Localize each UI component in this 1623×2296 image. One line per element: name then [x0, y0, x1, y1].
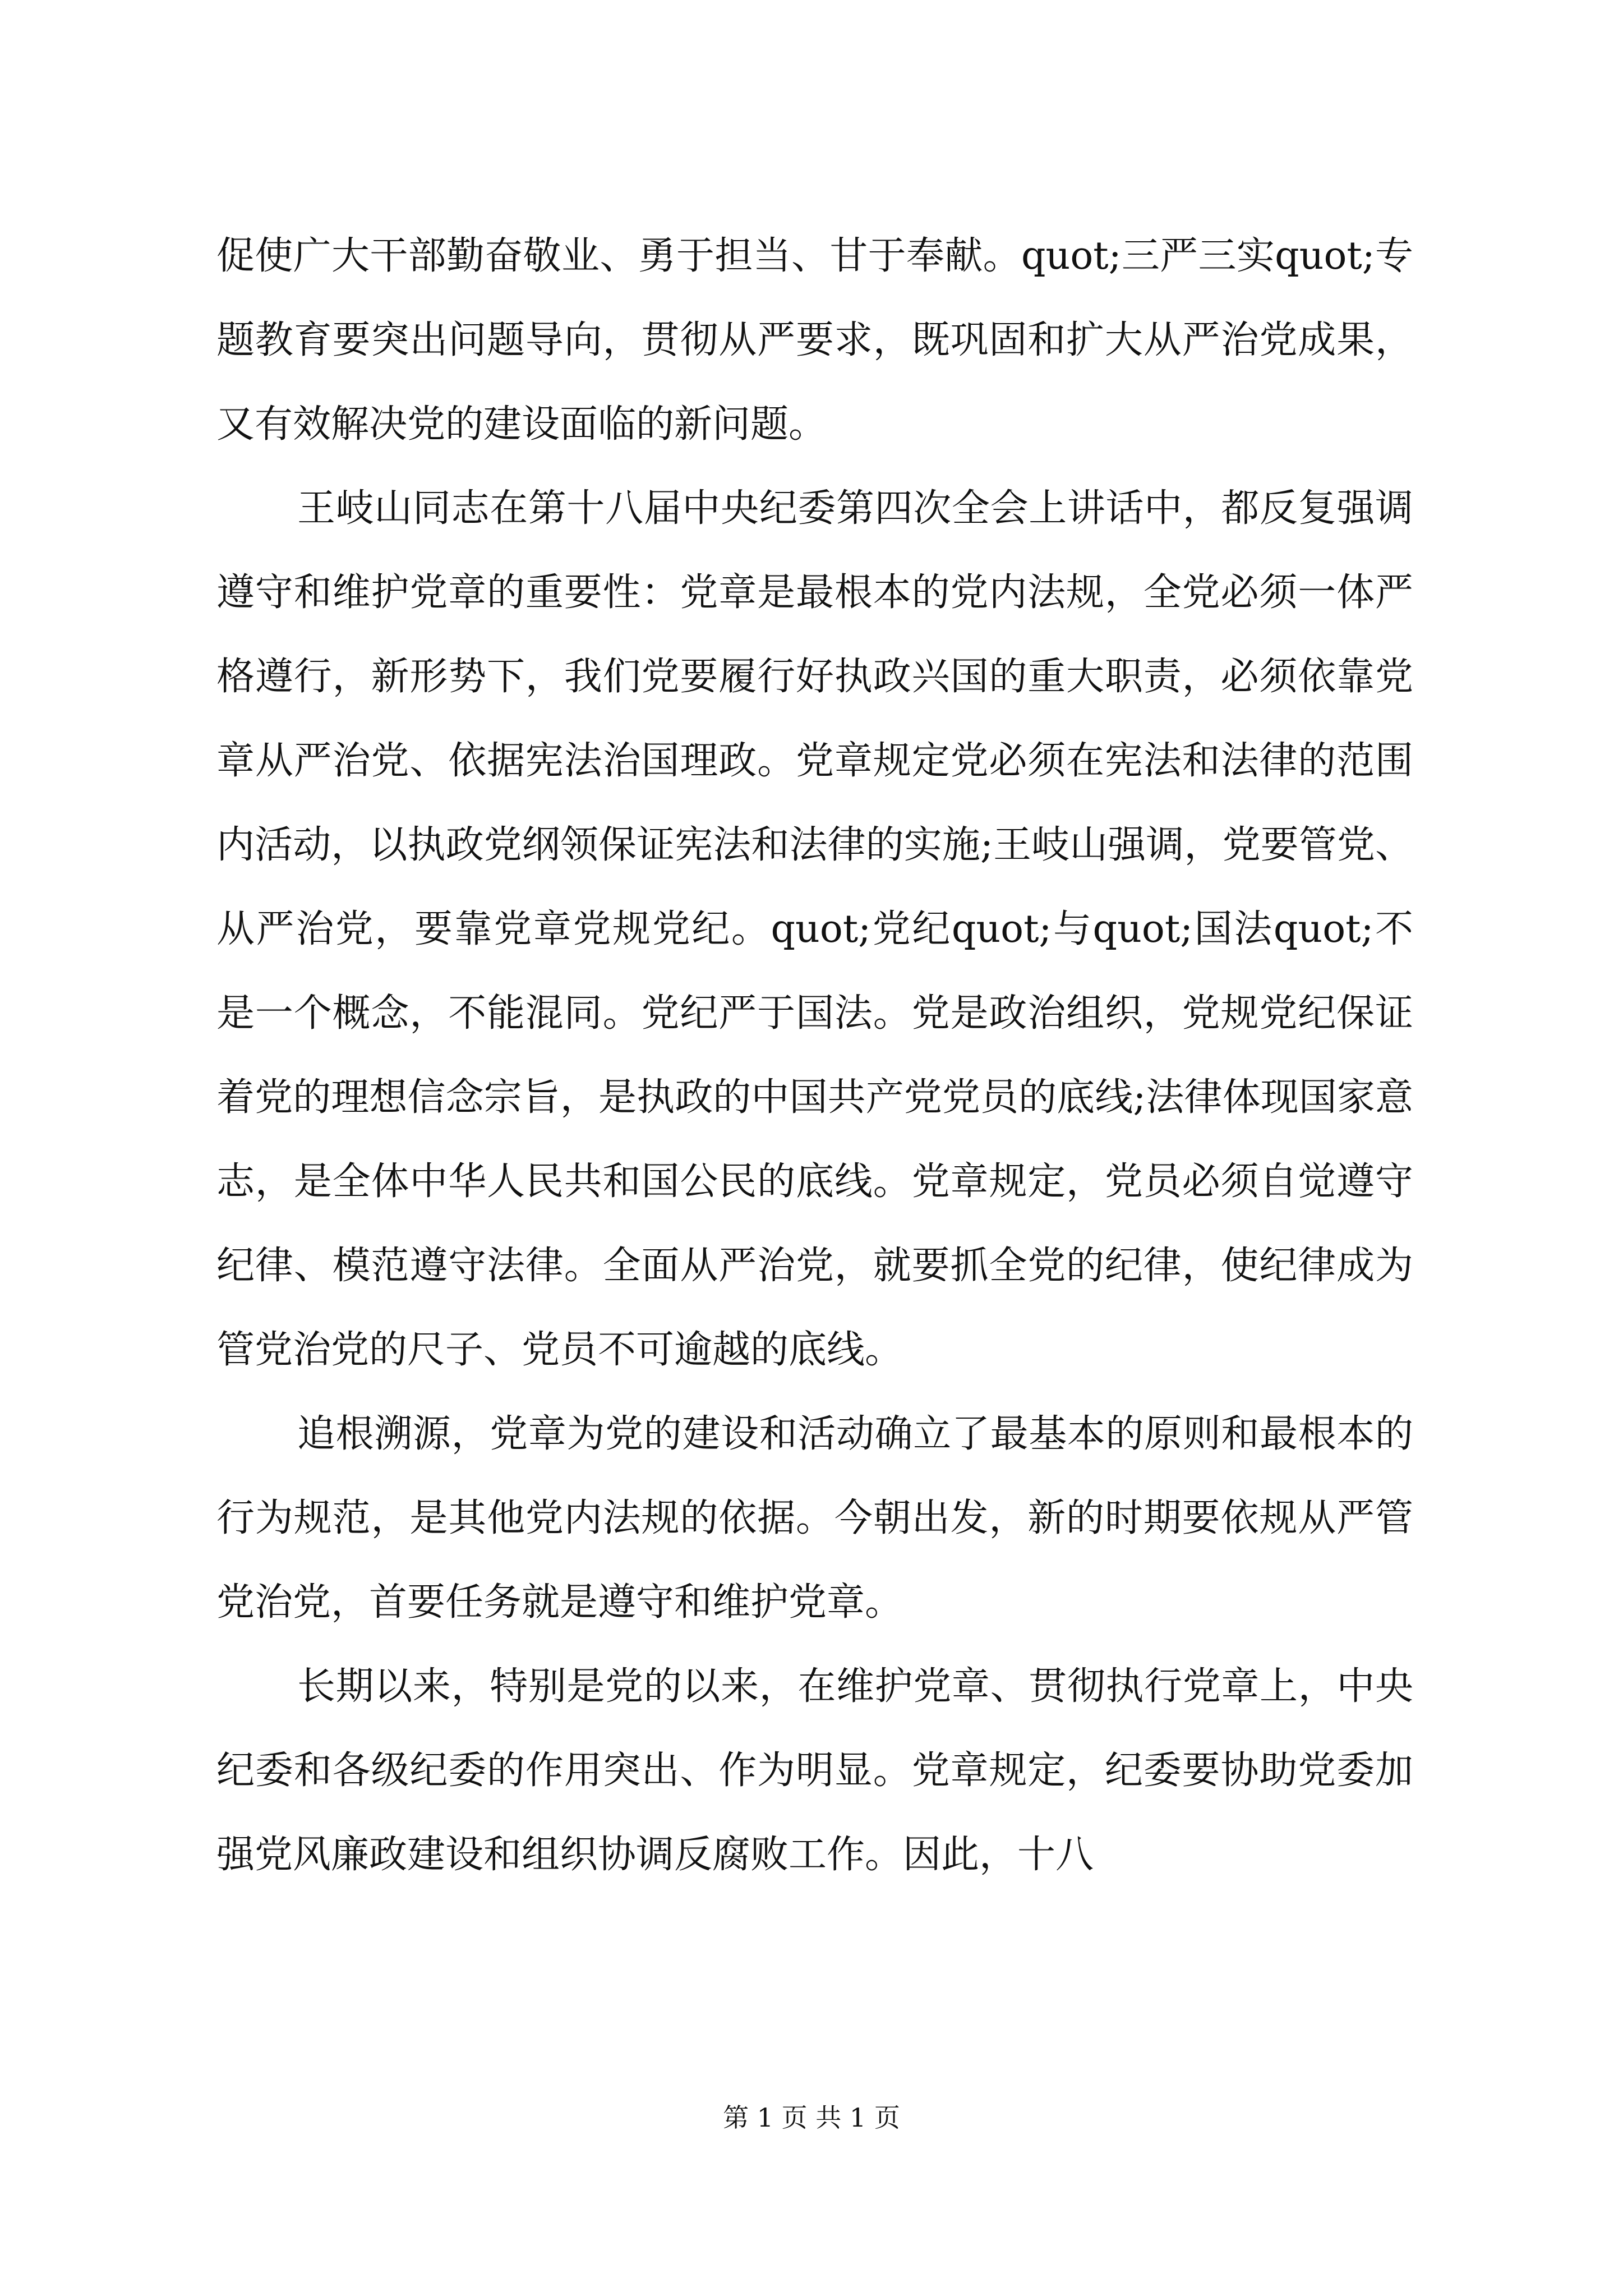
- document-body: [216, 214, 1413, 1897]
- paragraph-4: 长期以来，特别是党的以来，在维护党章、贯彻执行党章上，中央纪委和各级纪委的作用突出、作为明显。党章规定，纪委要协助党委加强党风廉政建设和组织协调反腐败工作。因此，十八: [216, 1664, 1413, 1877]
- page-number-footer: 第 1 页 共 1 页: [723, 2102, 900, 2133]
- paragraph-3: 追根溯源，党章为党的建设和活动确立了最基本的原则和最根本的行为规范，是其他党内法规的依据。今朝出发，新的时期要依规从严管党治党，首要任务就是遵守和维护党章。: [216, 1412, 1413, 1625]
- paragraph-1: 促使广大干部勤奋敬业、勇于担当、甘于奉献。quot;三严三实quot;专题教育要突出问题导向，贯彻从严要求，既巩固和扩大从严治党成果，又有效解决党的建设面临的新问题。: [216, 234, 1413, 447]
- paragraph-2: 王岐山同志在第十八届中央纪委第四次全会上讲话中，都反复强调遵守和维护党章的重要性：党章是最根本的党内法规，全党必须一体严格遵行，新形势下，我们党要履行好执政兴国的重大职责，必须依靠党章从严治党、依据宪法治国理政。党章规定党必须在宪法和法律的范围内活动，以执政党纲领保证宪法和法律的实施;王岐山强调，党要管党、从严治党，要靠党章党规党纪。quot;党纪quot;与quot;国法quot;不是一个概念，不能混同。党纪严于国法。党是政治组织，党规党纪保证着党的理想信念宗旨，是执政的中国共产党党员的底线;法律体现国家意志，是全体中华人民共和国公民的底线。党章规定，党员必须自觉遵守纪律、模范遵守法律。全面从严治党，就要抓全党的纪律，使纪律成为管党治党的尺子、党员不可逾越的底线。: [216, 486, 1413, 1372]
